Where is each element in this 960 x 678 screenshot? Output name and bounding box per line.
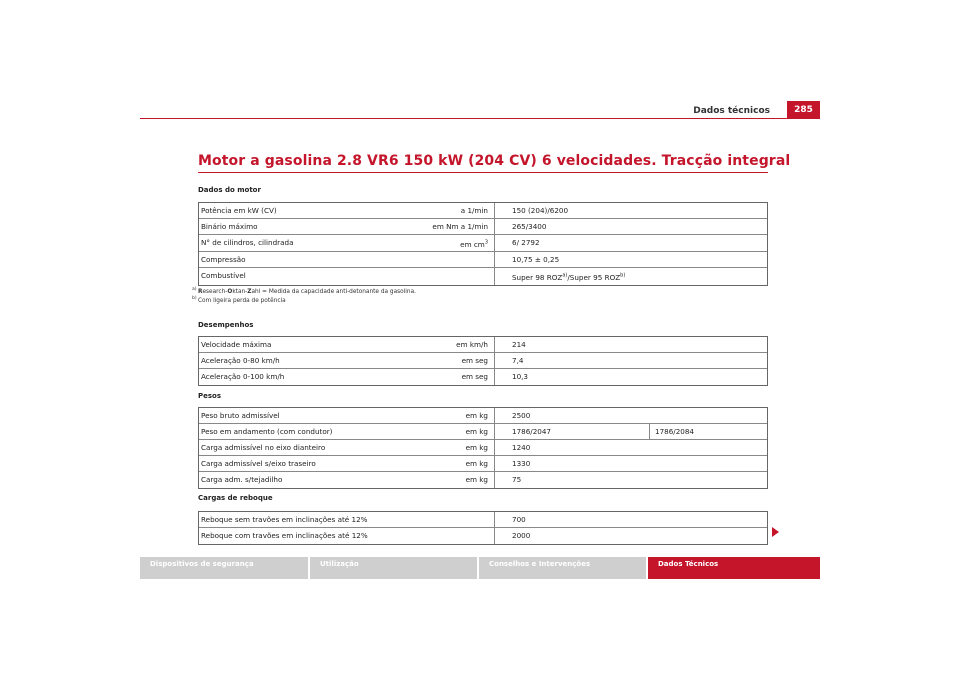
table-row bbox=[199, 337, 767, 353]
row-value: 10,75 ± 0,25 bbox=[494, 252, 649, 267]
row-value: 265/3400 bbox=[494, 219, 649, 234]
fuel-95: /Super 95 ROZ bbox=[567, 273, 621, 282]
row-value: 1240 bbox=[494, 440, 649, 455]
footnote-marker: a) bbox=[192, 287, 197, 292]
footnote-initial-r: R bbox=[198, 289, 203, 295]
engine-heading: Dados do motor bbox=[198, 186, 261, 194]
table-row bbox=[199, 440, 767, 456]
table-row bbox=[199, 528, 767, 544]
row-unit bbox=[460, 235, 492, 251]
tab-utilizacao[interactable]: Utilização bbox=[310, 557, 477, 579]
footnote-text: esearch- bbox=[202, 289, 228, 295]
row-label: Reboque com travões em inclinações até 12% bbox=[201, 531, 368, 540]
row-unit: em kg bbox=[465, 459, 488, 468]
row-value: 7,4 bbox=[494, 353, 649, 368]
towing-heading: Cargas de reboque bbox=[198, 494, 273, 502]
table-row bbox=[199, 268, 767, 285]
row-unit: em seg bbox=[461, 356, 488, 365]
table-row bbox=[199, 369, 767, 385]
row-label: Peso em andamento (com condutor) bbox=[201, 427, 333, 436]
row-label: Carga admissível no eixo dianteiro bbox=[201, 443, 326, 452]
table-row bbox=[199, 353, 767, 369]
tab-dados-tecnicos[interactable]: Dados Técnicos bbox=[648, 557, 820, 579]
row-unit: em kg bbox=[465, 411, 488, 420]
page-title: Motor a gasolina 2.8 VR6 150 kW (204 CV) 6 velocidades. Tracção integral bbox=[198, 153, 791, 169]
row-label: Carga adm. s/tejadilho bbox=[201, 475, 283, 484]
footnote-initial-z: Z bbox=[247, 289, 252, 295]
row-value: 10,3 bbox=[494, 369, 649, 385]
footnote-text: Com ligeira perda de potência bbox=[198, 298, 286, 304]
table-row bbox=[199, 252, 767, 268]
row-label: Compressão bbox=[201, 255, 246, 264]
row-label: Carga admissível s/eixo traseiro bbox=[201, 459, 316, 468]
row-unit: em kg bbox=[465, 427, 488, 436]
row-label: Aceleração 0-80 km/h bbox=[201, 356, 280, 365]
header-divider bbox=[140, 118, 820, 119]
row-label: Binário máximo bbox=[201, 222, 258, 231]
table-row bbox=[199, 512, 767, 528]
row-value: 700 bbox=[494, 512, 649, 527]
table-row bbox=[199, 456, 767, 472]
table-row bbox=[199, 219, 767, 235]
footnote-text: ktan- bbox=[232, 289, 248, 295]
fuel-98: Super 98 ROZ bbox=[512, 273, 563, 282]
engine-table bbox=[198, 202, 768, 286]
page-number: 285 bbox=[787, 101, 820, 118]
row-value: 75 bbox=[494, 472, 649, 488]
tab-dispositivos-seguranca[interactable]: Dispositivos de segurança bbox=[140, 557, 308, 579]
weights-table bbox=[198, 407, 768, 489]
performance-table bbox=[198, 336, 768, 386]
row-unit: a 1/min bbox=[460, 206, 488, 215]
row-value: 150 (204)/6200 bbox=[494, 203, 649, 218]
table-row bbox=[199, 408, 767, 424]
footnote-text: ahl = Medida da capacidade anti-detonante da gasolina. bbox=[251, 289, 416, 295]
unit-text: em cm bbox=[460, 240, 485, 249]
table-row bbox=[199, 235, 767, 252]
footnote-b bbox=[192, 296, 286, 304]
row-value: 214 bbox=[494, 337, 649, 352]
footnote-a bbox=[192, 287, 416, 295]
row-unit: em kg bbox=[465, 475, 488, 484]
title-divider bbox=[198, 172, 768, 173]
table-row bbox=[199, 472, 767, 488]
table-row bbox=[199, 203, 767, 219]
row-unit: em km/h bbox=[456, 340, 488, 349]
row-unit: em kg bbox=[465, 443, 488, 452]
footnote-ref-a: a) bbox=[562, 272, 568, 279]
weights-heading: Pesos bbox=[198, 392, 222, 400]
footnote-initial-o: O bbox=[227, 289, 233, 295]
row-value: 1330 bbox=[494, 456, 649, 471]
row-unit: em Nm a 1/min bbox=[432, 222, 488, 231]
row-value: 2500 bbox=[494, 408, 649, 423]
performance-heading: Desempenhos bbox=[198, 321, 254, 329]
row-unit: em seg bbox=[461, 372, 488, 381]
towing-table bbox=[198, 511, 768, 545]
footnote-ref-b: b) bbox=[620, 272, 626, 279]
row-label: Peso bruto admissível bbox=[201, 411, 280, 420]
header-title: Dados técnicos bbox=[693, 106, 770, 116]
row-label: Combustível bbox=[201, 271, 246, 280]
row-value: 1786/2047 bbox=[494, 424, 649, 439]
row-label: N° de cilindros, cilindrada bbox=[201, 238, 294, 247]
row-value bbox=[494, 268, 649, 285]
row-label: Potência em kW (CV) bbox=[201, 206, 277, 215]
footnote-marker: b) bbox=[192, 296, 197, 301]
row-label: Aceleração 0-100 km/h bbox=[201, 372, 285, 381]
tab-conselhos-intervencoes[interactable]: Conselhos e Intervenções bbox=[479, 557, 646, 579]
next-page-arrow-icon[interactable] bbox=[772, 527, 779, 537]
row-value-alt: 1786/2084 bbox=[649, 424, 767, 439]
row-label: Reboque sem travões em inclinações até 12% bbox=[201, 515, 368, 524]
table-row bbox=[199, 424, 767, 440]
row-value: 6/ 2792 bbox=[494, 235, 649, 251]
unit-superscript: 3 bbox=[484, 239, 488, 246]
row-label: Velocidade máxima bbox=[201, 340, 272, 349]
row-value: 2000 bbox=[494, 528, 649, 544]
